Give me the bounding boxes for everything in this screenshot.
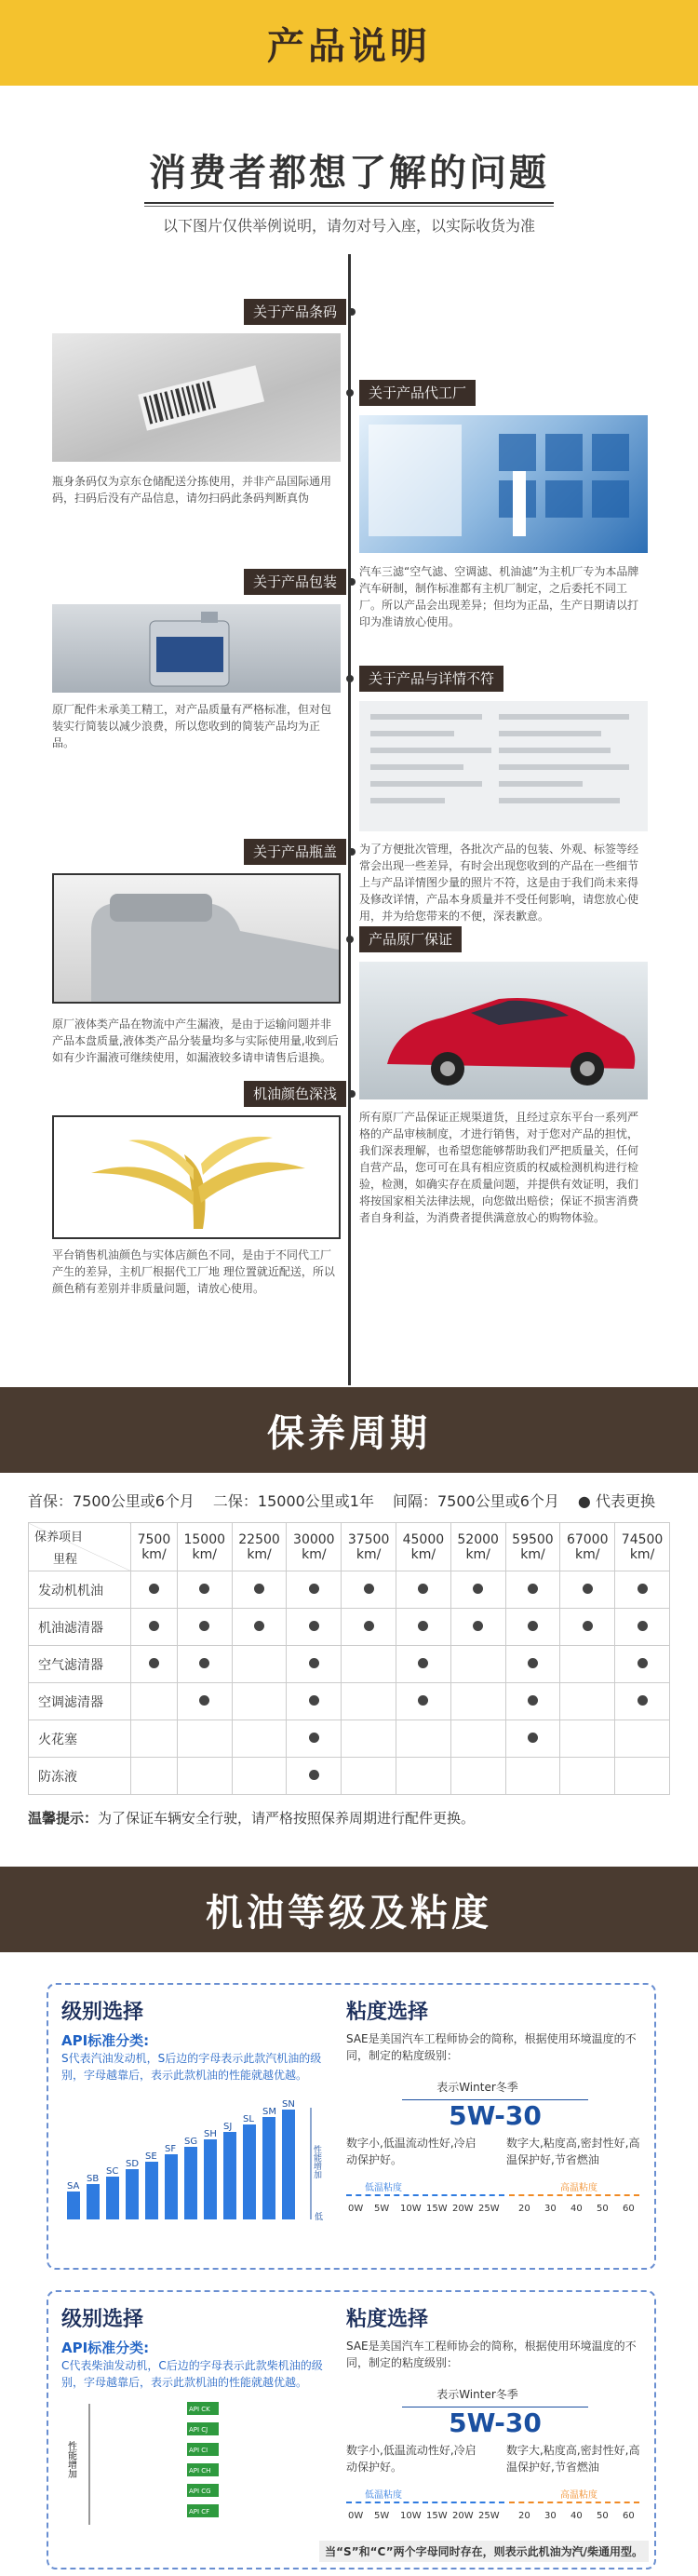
table-cell [396, 1609, 451, 1646]
table-cell [615, 1758, 670, 1795]
factory-photo [359, 415, 648, 553]
grade-bar [87, 2184, 100, 2219]
scale-tick-low: 5W [374, 2204, 390, 2214]
table-cell [615, 1609, 670, 1646]
table-cell [342, 1646, 396, 1683]
replace-dot [528, 1584, 538, 1594]
grade-label: SG [184, 2137, 198, 2147]
replace-dot [364, 1621, 374, 1631]
diesel-grade-box [47, 2290, 656, 2569]
high-temp-label: 高温粘度 [560, 2490, 597, 2501]
replace-dot [528, 1658, 538, 1668]
replace-dot [309, 1770, 319, 1780]
replace-dot [309, 1584, 319, 1594]
diesel-grade-label: API CJ [189, 2426, 208, 2434]
oil-grade-section [0, 1867, 698, 2576]
replace-dot [418, 1695, 428, 1706]
grade-label: SJ [223, 2122, 233, 2132]
table-cell [287, 1571, 342, 1609]
row-label: 空气滤清器 [29, 1646, 131, 1683]
table-cell [505, 1758, 560, 1795]
maintenance-notes [28, 1490, 670, 1511]
table-cell [505, 1720, 560, 1758]
grade-label: SE [145, 2151, 157, 2162]
low-temp-note: 数字小,低温流动性好,冷启动保护好。 [346, 2444, 477, 2474]
table-cell [560, 1646, 615, 1683]
scale-tick-high: 20 [518, 2204, 530, 2214]
grade-bar [106, 2177, 119, 2219]
high-temp-note: 数字大,粘度高,密封性好,高温保护好,节省燃油 [506, 2137, 640, 2166]
faq-text-color: 平台销售机油颜色与实体店颜色不同，是由于不同代工厂产生的差异，主机厂根据代工厂地 理位置就近配送，所以颜色稍有差别并非质量问题，请放心使用。 [52, 1248, 335, 1295]
grade-label: SM [262, 2107, 276, 2117]
km-header: 74500 km/ [615, 1523, 670, 1571]
faq-tag-cap: 关于产品瓶盖 [244, 839, 346, 865]
table-cell [615, 1683, 670, 1720]
questions-subtitle: 以下图片仅供举例说明，请勿对号入座，以实际收货为准 [162, 217, 535, 235]
table-cell [232, 1646, 287, 1683]
table-cell [232, 1758, 287, 1795]
grade-label: SA [67, 2181, 80, 2192]
replace-dot [199, 1658, 209, 1668]
grade-bar [184, 2147, 197, 2219]
table-cell [177, 1758, 232, 1795]
km-header: 59500 km/ [505, 1523, 560, 1571]
grade-label: SB [87, 2174, 100, 2184]
km-header: 67000 km/ [560, 1523, 615, 1571]
faq-text-mismatch: 为了方便批次管理，各批次产品的包装、外观、标签等经常会出现一些差异，有时会出现您收到的产品在一些细节上与产品详情图少量的照片不符，这是由于我们尚未来得及修改详情，产品本身质量并不受任何影响，请您放心使用，并为给您带来的不便，深表歉意。 [359, 843, 639, 923]
low-temp-line [346, 2502, 504, 2503]
section-title: 产品说明 [267, 24, 431, 68]
faq-tag-package: 关于产品包装 [244, 569, 346, 595]
timeline-line [348, 254, 351, 1385]
table-cell [615, 1646, 670, 1683]
faq-text-factory: 汽车三滤“空气滤、空调滤、机油滤”为主机厂专为本品牌汽车研制，制作标准都有主机厂制定，之后委托不同工厂。所以产品会出现差异；但均为正品，生产日期请以打印为准请放心使用。 [359, 565, 639, 628]
document-table-icon [359, 701, 648, 831]
car-photo [359, 962, 648, 1099]
low-temp-label: 低温粘度 [365, 2183, 402, 2193]
km-header: 7500 km/ [131, 1523, 178, 1571]
row-label: 防冻液 [29, 1758, 131, 1795]
section-band-maintenance [0, 1387, 698, 1473]
replace-dot [528, 1733, 538, 1743]
faq-tag-color: 机油颜色深浅 [244, 1081, 346, 1107]
grade-label: SH [204, 2129, 217, 2139]
table-cell [560, 1720, 615, 1758]
section-title: 机油等级及粘度 [206, 1891, 492, 1935]
table-cell [560, 1571, 615, 1609]
grade-bar [223, 2132, 236, 2219]
maintenance-table [28, 1522, 670, 1795]
grade-bar [282, 2110, 295, 2219]
faq-text-barcode: 瓶身条码仅为京东仓储配送分拣使用，并非产品国际通用码，扫码后没有产品信息，请勿扫码此条码判断真伪 [52, 475, 332, 505]
table-cell [131, 1720, 178, 1758]
grade-title: 级别选择 [61, 2308, 144, 2331]
row-label: 空调滤清器 [29, 1683, 131, 1720]
km-header: 45000 km/ [396, 1523, 451, 1571]
table-cell [505, 1571, 560, 1609]
scale-tick-high: 20 [518, 2511, 530, 2521]
grade-label: SN [282, 2099, 295, 2110]
km-header: 30000 km/ [287, 1523, 342, 1571]
table-cell [615, 1571, 670, 1609]
oil-splash-icon [54, 1117, 339, 1237]
oil-footnote: 当“S”和“C”两个字母同时存在，则表示此机油为汽/柴通用型。 [319, 2541, 649, 2562]
faq-text-guarantee: 所有原厂产品保证正规渠道货，且经过京东平台一系列严格的产品审核制度，才进行销售，对于您对产品的担忧，我们深表理解，也希望您能够帮助我们严把质量关，任何自营产品，您可可在具有相应资质的权威检测机构进行检验，检测，如确实存在质量问题，并提供有效证明，我们将按国家相关法律法规，向您做出赔偿；保证不损害消费者自身利益，为消费者提供满意放心的购物体验。 [359, 1111, 639, 1224]
table-row [29, 1609, 670, 1646]
table-cell [615, 1720, 670, 1758]
api-label: API标准分类: [61, 2340, 150, 2356]
table-cell [450, 1683, 505, 1720]
barcode-icon [52, 333, 341, 462]
gasoline-desc: S代表汽油发动机，S后边的字母表示此款汽机油的级别，字母越靠后，表示此款机油的性能就越优越。 [61, 2052, 322, 2082]
table-cell [505, 1646, 560, 1683]
table-cell [131, 1646, 178, 1683]
table-cell [287, 1646, 342, 1683]
table-cell [450, 1720, 505, 1758]
table-cell [396, 1758, 451, 1795]
scale-tick-high: 40 [570, 2511, 583, 2521]
table-cell [177, 1720, 232, 1758]
grade-label: SC [106, 2166, 119, 2177]
scale-tick-low: 5W [374, 2511, 390, 2521]
scale-tick-low: 25W [478, 2204, 500, 2214]
diesel-desc: C代表柴油发动机，C后边的字母表示此款柴机油的级别，字母越靠后，表示此款机油的性能就越优越。 [61, 2359, 323, 2389]
table-cell [342, 1571, 396, 1609]
replace-dot [418, 1621, 428, 1631]
table-cell [287, 1683, 342, 1720]
replace-dot [309, 1621, 319, 1631]
grade-bar [262, 2117, 275, 2219]
scale-tick-low: 15W [426, 2204, 448, 2214]
viscosity-value: 5W-30 [402, 2099, 588, 2131]
replace-dot [254, 1621, 264, 1631]
scale-tick-low: 25W [478, 2511, 500, 2521]
grade-bar [204, 2139, 217, 2219]
table-body [29, 1571, 670, 1795]
warning-label: 温馨提示： [28, 1810, 99, 1827]
grade-label: SD [126, 2159, 140, 2169]
maintenance-warning [28, 1808, 670, 1827]
performance-axis-label: 性能增加 [65, 2441, 76, 2478]
table-cell [450, 1758, 505, 1795]
km-header: 37500 km/ [342, 1523, 396, 1571]
replace-dot [528, 1695, 538, 1706]
winter-label: 表示Winter冬季 [436, 2388, 518, 2401]
table-cell [287, 1609, 342, 1646]
replace-dot [309, 1695, 319, 1706]
table-cell [131, 1758, 178, 1795]
table-cell [560, 1683, 615, 1720]
km-header: 15000 km/ [177, 1523, 232, 1571]
grade-bar [145, 2162, 158, 2219]
table-cell [505, 1683, 560, 1720]
scale-tick-low: 15W [426, 2511, 448, 2521]
table-cell [287, 1720, 342, 1758]
bottle-cap-icon [54, 875, 339, 1002]
diesel-grade-label: API CH [189, 2467, 211, 2475]
table-cell [396, 1720, 451, 1758]
viscosity-desc: SAE是美国汽车工程师协会的简称，根据使用环境温度的不同，制定的粘度级别： [346, 2340, 637, 2369]
oil-bottle-icon [52, 604, 341, 693]
table-cell [450, 1646, 505, 1683]
barcode-photo [52, 333, 341, 462]
table-row [29, 1571, 670, 1609]
scale-tick-high: 60 [623, 2204, 635, 2214]
diesel-grade-label: API CG [189, 2488, 211, 2495]
viscosity-scale [346, 2483, 646, 2539]
section-band-product-info [0, 0, 698, 86]
replace-dot [638, 1658, 648, 1668]
km-header: 52000 km/ [450, 1523, 505, 1571]
interval-note: 间隔：7500公里或6个月 [393, 1492, 559, 1510]
table-cell [131, 1571, 178, 1609]
faq-tag-mismatch: 关于产品与详情不符 [359, 666, 503, 692]
table-cell [560, 1609, 615, 1646]
table-cell [287, 1758, 342, 1795]
red-car-icon [359, 962, 648, 1099]
table-cell [232, 1720, 287, 1758]
table-cell [232, 1683, 287, 1720]
table-row [29, 1683, 670, 1720]
row-label: 机油滤清器 [29, 1609, 131, 1646]
grade-bar [165, 2154, 178, 2219]
grade-axis-label: 性能增加 [312, 2145, 321, 2178]
table-cell [177, 1609, 232, 1646]
scale-tick-low: 0W [348, 2204, 364, 2214]
low-temp-note: 数字小,低温流动性好,冷启动保护好。 [346, 2137, 477, 2166]
maintenance-section [0, 1387, 698, 1844]
table-row [29, 1720, 670, 1758]
table-cell [560, 1758, 615, 1795]
cap-photo [52, 873, 341, 1004]
questions-title: 消费者都想了解的问题 [149, 152, 549, 195]
high-temp-line [509, 2194, 639, 2196]
corner-top-label: 保养项目 [34, 1531, 84, 1544]
replace-dot [364, 1584, 374, 1594]
table-row [29, 1646, 670, 1683]
high-temp-note: 数字大,粘度高,密封性好,高温保护好,节省燃油 [506, 2444, 640, 2474]
table-cell [232, 1571, 287, 1609]
gasoline-grade-box [47, 1983, 656, 2270]
diesel-grade-steps [61, 2394, 331, 2534]
table-cell [232, 1609, 287, 1646]
faq-text-package: 原厂配件未承美工精工，对产品质量有严格标准，但对包装实行简装以减少浪费，所以您收到的简装产品均为正品。 [52, 703, 332, 749]
replace-dot [638, 1584, 648, 1594]
table-cell [450, 1609, 505, 1646]
faq-tag-factory: 关于产品代工厂 [359, 380, 476, 406]
scale-tick-high: 30 [544, 2204, 557, 2214]
diesel-grade-label: API CI [189, 2447, 208, 2454]
scale-tick-high: 50 [597, 2511, 609, 2521]
replace-dot [638, 1695, 648, 1706]
row-label: 火花塞 [29, 1720, 131, 1758]
section-title: 保养周期 [267, 1411, 431, 1455]
faq-tag-barcode: 关于产品条码 [244, 299, 346, 325]
gasoline-grade-bars [61, 2089, 331, 2229]
grade-label: SL [243, 2114, 254, 2124]
replace-dot [583, 1621, 593, 1631]
legend-note: ● 代表更换 [577, 1492, 655, 1510]
table-cell [342, 1758, 396, 1795]
scale-tick-high: 60 [623, 2511, 635, 2521]
table-cell [396, 1571, 451, 1609]
high-temp-line [509, 2502, 639, 2503]
api-label: API标准分类: [61, 2032, 150, 2049]
table-cell [342, 1720, 396, 1758]
replace-dot [254, 1584, 264, 1594]
faq-tag-guarantee: 产品原厂保证 [359, 926, 462, 952]
scale-tick-low: 10W [400, 2511, 422, 2521]
viscosity-title: 粘度选择 [346, 2001, 429, 2024]
replace-dot [473, 1584, 483, 1594]
table-header-row [29, 1523, 670, 1571]
table-row [29, 1758, 670, 1795]
high-temp-label: 高温粘度 [560, 2183, 597, 2193]
replace-dot [473, 1621, 483, 1631]
replace-dot [638, 1621, 648, 1631]
table-cell [177, 1683, 232, 1720]
replace-dot [149, 1658, 159, 1668]
faq-timeline [0, 236, 698, 1381]
row-label: 发动机机油 [29, 1571, 131, 1609]
table-cell [131, 1609, 178, 1646]
replace-dot [418, 1584, 428, 1594]
grade-label: SF [165, 2144, 177, 2154]
replace-dot [528, 1621, 538, 1631]
grade-axis-low-label: 低 [315, 2213, 324, 2222]
scale-tick-low: 20W [452, 2204, 474, 2214]
corner-bottom-label: 里程 [53, 1553, 78, 1567]
viscosity-desc: SAE是美国汽车工程师协会的简称，根据使用环境温度的不同，制定的粘度级别： [346, 2032, 637, 2062]
viscosity-title: 粘度选择 [346, 2308, 429, 2331]
diesel-grade-label: API CK [189, 2406, 210, 2413]
replace-dot [418, 1658, 428, 1668]
replace-dot [149, 1621, 159, 1631]
grade-title: 级别选择 [61, 2001, 144, 2024]
table-cell [177, 1646, 232, 1683]
second-service-note: 二保：15000公里或1年 [212, 1492, 374, 1510]
replace-dot [149, 1584, 159, 1594]
low-temp-line [346, 2194, 504, 2196]
viscosity-value: 5W-30 [402, 2407, 588, 2438]
km-header: 22500 km/ [232, 1523, 287, 1571]
grade-bar [67, 2192, 80, 2219]
viscosity-scale [346, 2176, 646, 2232]
diesel-grade-label: API CF [189, 2508, 210, 2515]
section-band-oil-grade [0, 1867, 698, 1952]
faq-text-cap: 原厂液体类产品在物流中产生漏液，是由于运输问题并非产品本盘质量,液体类产品分装量均多与实际使用量,收到后如有少许漏液可继续使用，如漏液较多请申请售后退换。 [52, 1018, 339, 1064]
replace-dot [309, 1658, 319, 1668]
table-cell [342, 1609, 396, 1646]
winter-label: 表示Winter冬季 [436, 2081, 518, 2094]
scale-tick-low: 20W [452, 2511, 474, 2521]
table-cell [342, 1683, 396, 1720]
scale-tick-high: 50 [597, 2204, 609, 2214]
oil-color-photo [52, 1115, 341, 1239]
low-temp-label: 低温粘度 [365, 2490, 402, 2501]
scale-tick-low: 10W [400, 2204, 422, 2214]
details-photo [359, 701, 648, 831]
grade-bar [243, 2124, 256, 2219]
table-cell [131, 1683, 178, 1720]
table-corner [29, 1523, 131, 1571]
title-underline [144, 202, 554, 207]
table-cell [396, 1646, 451, 1683]
replace-dot [199, 1584, 209, 1594]
scale-tick-high: 40 [570, 2204, 583, 2214]
scale-tick-high: 30 [544, 2511, 557, 2521]
warning-text: 为了保证车辆安全行驶，请严格按照保养周期进行配件更换。 [98, 1810, 476, 1827]
table-cell [177, 1571, 232, 1609]
server-cubes-icon [359, 415, 648, 553]
table-cell [450, 1571, 505, 1609]
table-cell [396, 1683, 451, 1720]
replace-dot [583, 1584, 593, 1594]
replace-dot [309, 1733, 319, 1743]
package-photo [52, 604, 341, 693]
scale-tick-low: 0W [348, 2511, 364, 2521]
replace-dot [199, 1621, 209, 1631]
table-cell [505, 1609, 560, 1646]
grade-bar [126, 2169, 139, 2219]
first-service-note: 首保：7500公里或6个月 [28, 1492, 195, 1510]
replace-dot [199, 1695, 209, 1706]
